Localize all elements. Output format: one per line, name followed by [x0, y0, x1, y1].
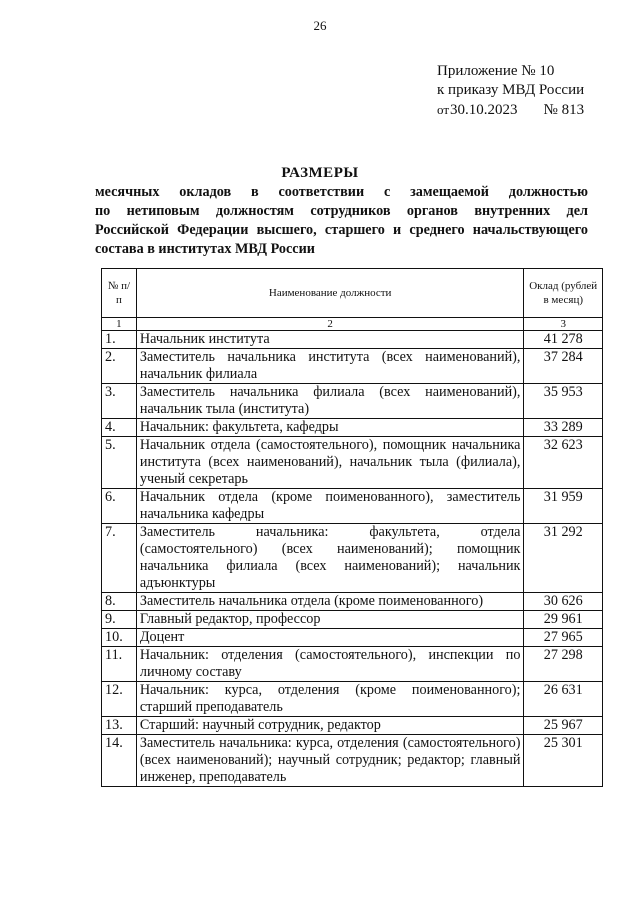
- row-number: 13.: [102, 717, 137, 735]
- salary-value: 30 626: [524, 593, 603, 611]
- position-name: Заместитель начальника отдела (кроме поименованного): [136, 593, 524, 611]
- header-salary: Оклад (рублей в месяц): [524, 269, 603, 318]
- position-name: Начальник отдела (самостоятельного), помощник начальника института (всех наименований), начальник тыла (филиала), ученый секретарь: [136, 437, 524, 489]
- order-date-line: [437, 100, 584, 120]
- salary-value: 35 953: [524, 384, 603, 419]
- table-row: [102, 384, 603, 419]
- row-number: 6.: [102, 489, 137, 524]
- position-name: Старший: научный сотрудник, редактор: [136, 717, 524, 735]
- row-number: 7.: [102, 524, 137, 593]
- position-name: Начальник: отделения (самостоятельного), инспекции по личному составу: [136, 647, 524, 682]
- salary-value: 37 284: [524, 349, 603, 384]
- table-row: [102, 489, 603, 524]
- table-row: [102, 419, 603, 437]
- salary-value: 27 298: [524, 647, 603, 682]
- position-name: Начальник: курса, отделения (кроме поименованного); старший преподаватель: [136, 682, 524, 717]
- row-number: 12.: [102, 682, 137, 717]
- row-number: 3.: [102, 384, 137, 419]
- salary-value: 32 623: [524, 437, 603, 489]
- table-row: [102, 647, 603, 682]
- appendix-order-ref: к приказу МВД России: [437, 82, 585, 98]
- table-header-row: [102, 269, 603, 318]
- row-number: 2.: [102, 349, 137, 384]
- salary-value: 29 961: [524, 611, 603, 629]
- column-index-row: [102, 318, 603, 331]
- column-index: 1: [102, 318, 137, 331]
- position-name: Главный редактор, профессор: [136, 611, 524, 629]
- position-name: Заместитель начальника: курса, отделения (самостоятельного) (всех наименований); научный сотрудник; редактор; главный инженер, преподаватель: [136, 735, 524, 787]
- table-row: [102, 331, 603, 349]
- salary-value: 33 289: [524, 419, 603, 437]
- table-row: [102, 629, 603, 647]
- row-number: 10.: [102, 629, 137, 647]
- position-name: Доцент: [136, 629, 524, 647]
- table-row: [102, 682, 603, 717]
- salary-value: 41 278: [524, 331, 603, 349]
- appendix-block: [437, 62, 584, 120]
- subtitle-line: Российской Федерации высшего, старшего и среднего начальствующего: [95, 222, 588, 238]
- position-name: Начальник института: [136, 331, 524, 349]
- salary-value: 31 959: [524, 489, 603, 524]
- order-date-prefix: от: [437, 102, 450, 117]
- table-row: [102, 735, 603, 787]
- order-number: № 813: [543, 102, 585, 118]
- document-subtitle: [95, 183, 588, 259]
- table-row: [102, 437, 603, 489]
- header-num: № п/п: [102, 269, 137, 318]
- table-row: [102, 611, 603, 629]
- document-title: РАЗМЕРЫ: [281, 165, 359, 181]
- row-number: 1.: [102, 331, 137, 349]
- table-row: [102, 593, 603, 611]
- table-row: [102, 717, 603, 735]
- row-number: 4.: [102, 419, 137, 437]
- salary-value: 27 965: [524, 629, 603, 647]
- column-index: 2: [136, 318, 524, 331]
- appendix-title: Приложение № 10: [437, 63, 555, 79]
- header-position-name: Наименование должности: [136, 269, 524, 318]
- row-number: 14.: [102, 735, 137, 787]
- position-name: Начальник: факультета, кафедры: [136, 419, 524, 437]
- salary-value: 25 967: [524, 717, 603, 735]
- position-name: Заместитель начальника: факультета, отдела (самостоятельного) (всех наименований); помощник начальника филиала (всех наименований); начальник адъюнктуры: [136, 524, 524, 593]
- row-number: 8.: [102, 593, 137, 611]
- position-name: Заместитель начальника филиала (всех наименований), начальник тыла (института): [136, 384, 524, 419]
- row-number: 5.: [102, 437, 137, 489]
- table-row: [102, 349, 603, 384]
- salary-value: 25 301: [524, 735, 603, 787]
- column-index: 3: [524, 318, 603, 331]
- subtitle-line: состава в институтах МВД России: [95, 241, 315, 257]
- subtitle-line: месячных окладов в соответствии с замещаемой должностью: [95, 184, 588, 200]
- row-number: 9.: [102, 611, 137, 629]
- position-name: Начальник отдела (кроме поименованного), заместитель начальника кафедры: [136, 489, 524, 524]
- table-row: [102, 524, 603, 593]
- salary-table: [101, 268, 603, 787]
- row-number: 11.: [102, 647, 137, 682]
- position-name: Заместитель начальника института (всех наименований), начальник филиала: [136, 349, 524, 384]
- subtitle-line: по нетиповым должностям сотрудников органов внутренних дел: [95, 203, 588, 219]
- salary-value: 31 292: [524, 524, 603, 593]
- order-date: 30.10.2023: [450, 102, 518, 118]
- page-number: 26: [313, 18, 327, 33]
- salary-value: 26 631: [524, 682, 603, 717]
